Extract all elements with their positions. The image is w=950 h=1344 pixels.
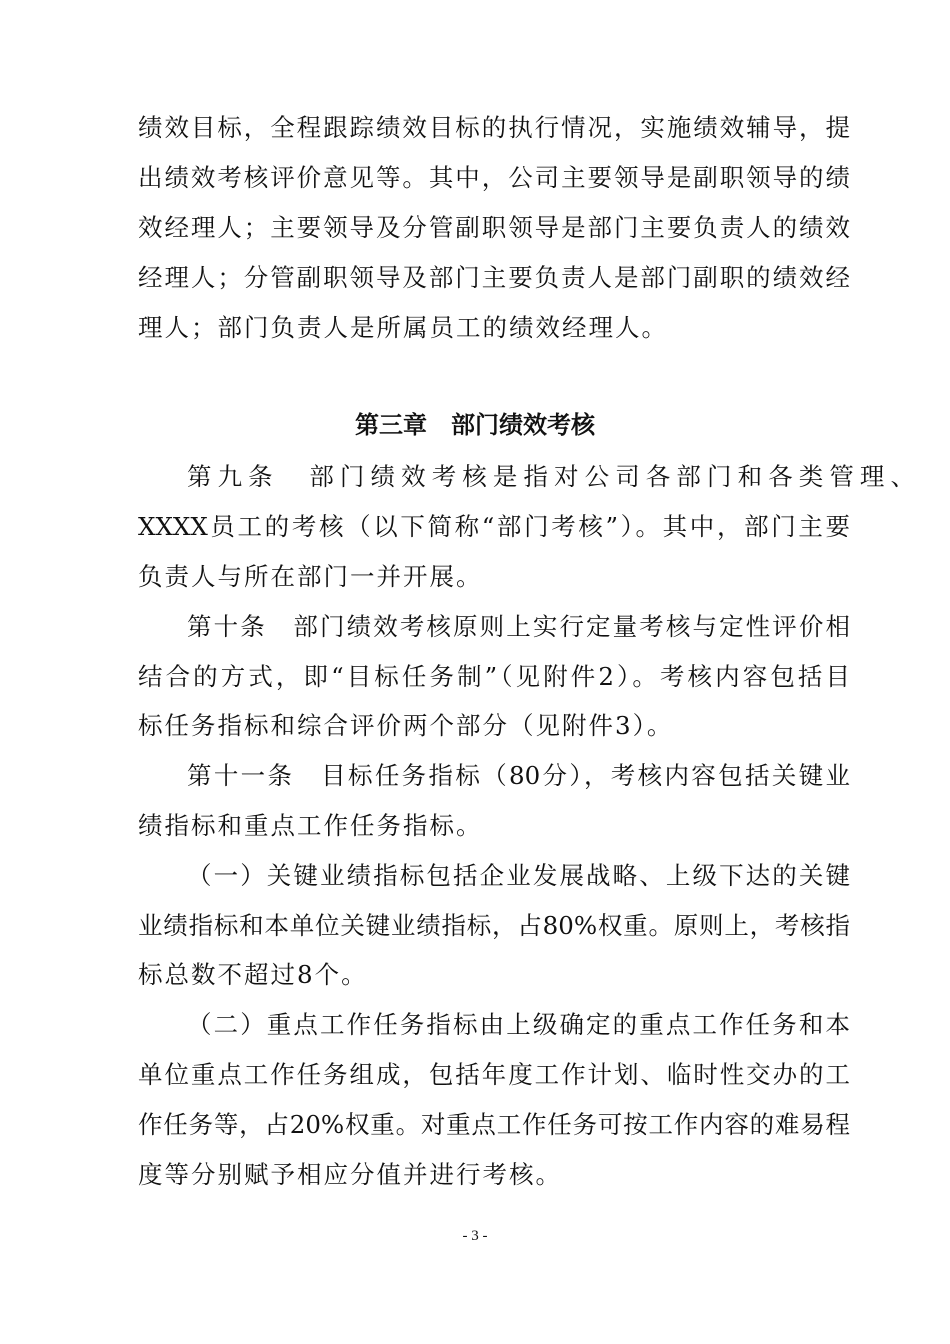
paragraph-line: 单位重点工作任务组成，包括年度工作计划、临时性交办的工 <box>138 1060 850 1089</box>
paragraph-line: 绩指标和重点工作任务指标。 <box>138 811 483 840</box>
paragraph-line: 绩效目标，全程跟踪绩效目标的执行情况，实施绩效辅导，提 <box>138 113 850 142</box>
article-eleven-line: 第十一条 目标任务指标（80分），考核内容包括关键业 <box>187 761 850 790</box>
paragraph-line: 结合的方式，即“目标任务制”（见附件2）。考核内容包括目 <box>138 662 850 691</box>
item-two-line: （二）重点工作任务指标由上级确定的重点工作任务和本 <box>187 1010 850 1039</box>
paragraph-line: 度等分别赋予相应分值并进行考核。 <box>138 1160 562 1189</box>
article-nine-line: 第九条 部门绩效考核是指对公司各部门和各类管理、 <box>187 462 915 491</box>
paragraph-line: 作任务等，占20%权重。对重点工作任务可按工作内容的难易程 <box>138 1110 850 1139</box>
paragraph-line: XXXX员工的考核（以下简称“部门考核”）。其中，部门主要 <box>138 512 850 541</box>
paragraph-line: 负责人与所在部门一并开展。 <box>138 562 483 591</box>
paragraph-line: 理人；部门负责人是所属员工的绩效经理人。 <box>138 313 668 342</box>
paragraph-line: 出绩效考核评价意见等。其中，公司主要领导是副职领导的绩 <box>138 163 850 192</box>
paragraph-line: 经理人；分管副职领导及部门主要负责人是部门副职的绩效经 <box>138 263 850 292</box>
article-ten-line: 第十条 部门绩效考核原则上实行定量考核与定性评价相 <box>187 612 850 641</box>
chapter-heading: 第三章 部门绩效考核 <box>355 411 595 439</box>
paragraph-line: 标总数不超过8个。 <box>138 960 368 989</box>
paragraph-line: 业绩指标和本单位关键业绩指标，占80%权重。原则上，考核指 <box>138 911 850 940</box>
paragraph-line: 标任务指标和综合评价两个部分（见附件3）。 <box>138 711 674 740</box>
page-number: - 3 - <box>462 1228 488 1244</box>
paragraph-line: 效经理人；主要领导及分管副职领导是部门主要负责人的绩效 <box>138 213 850 242</box>
item-one-line: （一）关键业绩指标包括企业发展战略、上级下达的关键 <box>187 861 850 890</box>
